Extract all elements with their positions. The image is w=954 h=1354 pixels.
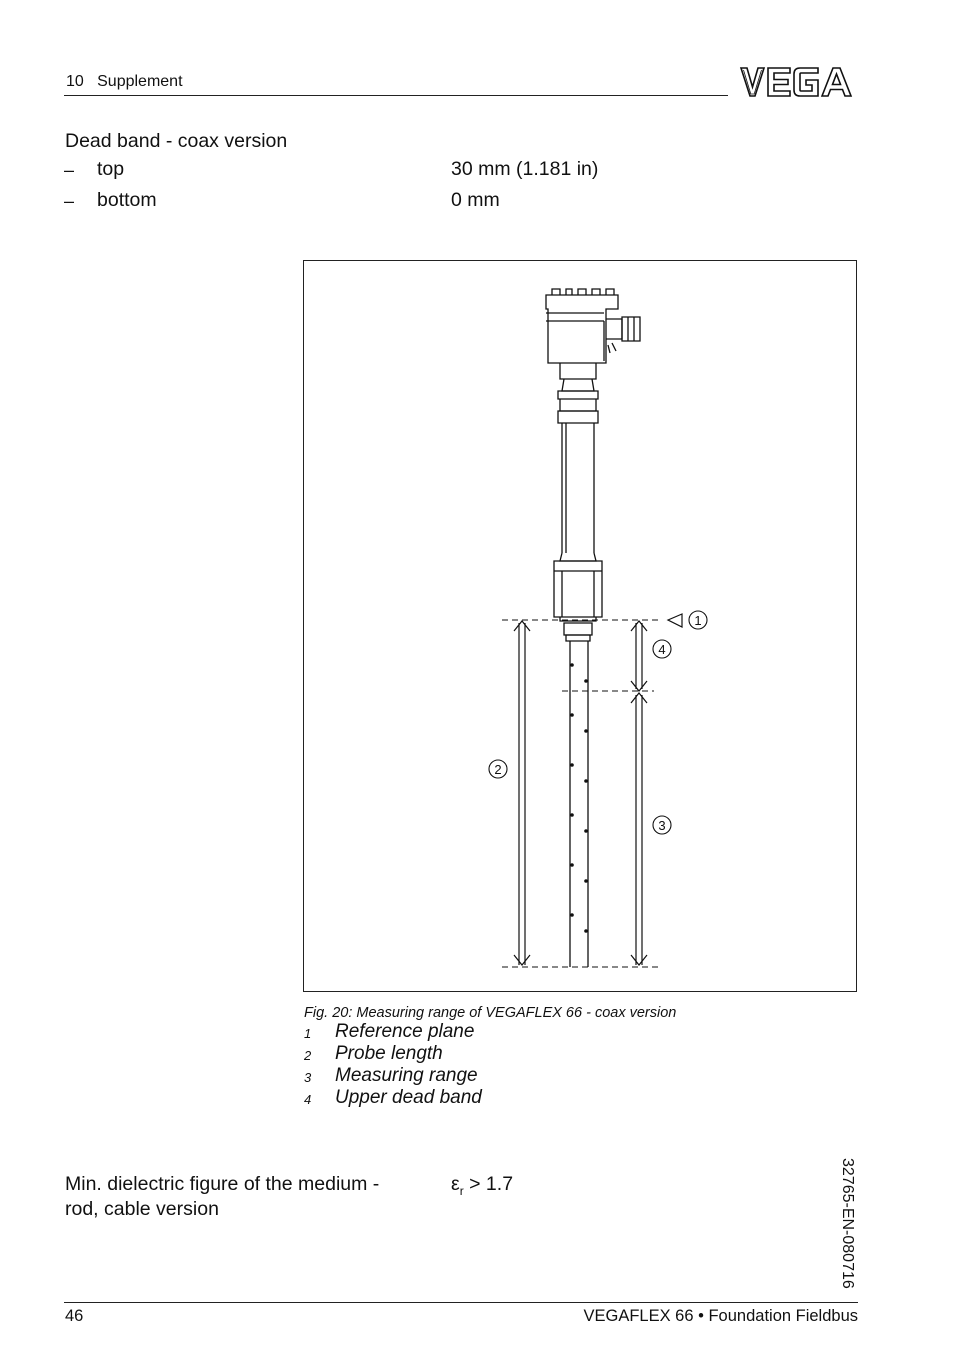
dead-band-bottom-value: 0 mm — [451, 189, 500, 211]
dead-band-top-value: 30 mm (1.181 in) — [451, 158, 599, 180]
header-rule — [64, 95, 728, 96]
callout-4: 4 — [658, 642, 666, 657]
figure-caption: Fig. 20: Measuring range of VEGAFLEX 66 - coax version — [304, 1005, 677, 1021]
document-id: 32765-EN-080716 — [839, 1158, 856, 1289]
footer-rule — [64, 1302, 858, 1303]
dead-band-heading: Dead band - coax version — [65, 130, 288, 152]
legend-number: 2 — [304, 1048, 312, 1063]
dielectric-label-line1: Min. dielectric figure of the medium - — [65, 1173, 380, 1195]
callout-1: 1 — [694, 613, 702, 628]
footer-product: VEGAFLEX 66 • Foundation Fieldbus — [583, 1307, 858, 1325]
legend-text: Upper dead band — [335, 1087, 482, 1108]
dielectric-value: $\varepsilon_r > 1.7$ — [451, 1173, 514, 1198]
dead-band-top-label: top — [97, 158, 125, 180]
dash-bullet: – — [64, 160, 75, 180]
legend-number: 4 — [304, 1092, 312, 1107]
dielectric-label-line2: rod, cable version — [65, 1198, 219, 1220]
section-header: 10 Supplement — [66, 73, 183, 90]
dead-band-bottom-label: bottom — [97, 189, 157, 211]
dash-bullet: – — [64, 191, 75, 211]
legend-text: Probe length — [335, 1043, 443, 1064]
callout-3: 3 — [658, 818, 666, 833]
legend-number: 1 — [304, 1026, 312, 1041]
page-number: 46 — [65, 1307, 84, 1325]
legend-number: 3 — [304, 1070, 312, 1085]
legend-text: Reference plane — [335, 1021, 475, 1042]
callout-2: 2 — [494, 762, 502, 777]
vega-logo — [738, 64, 858, 100]
probe-diagram — [304, 261, 856, 991]
legend-text: Measuring range — [335, 1065, 478, 1086]
